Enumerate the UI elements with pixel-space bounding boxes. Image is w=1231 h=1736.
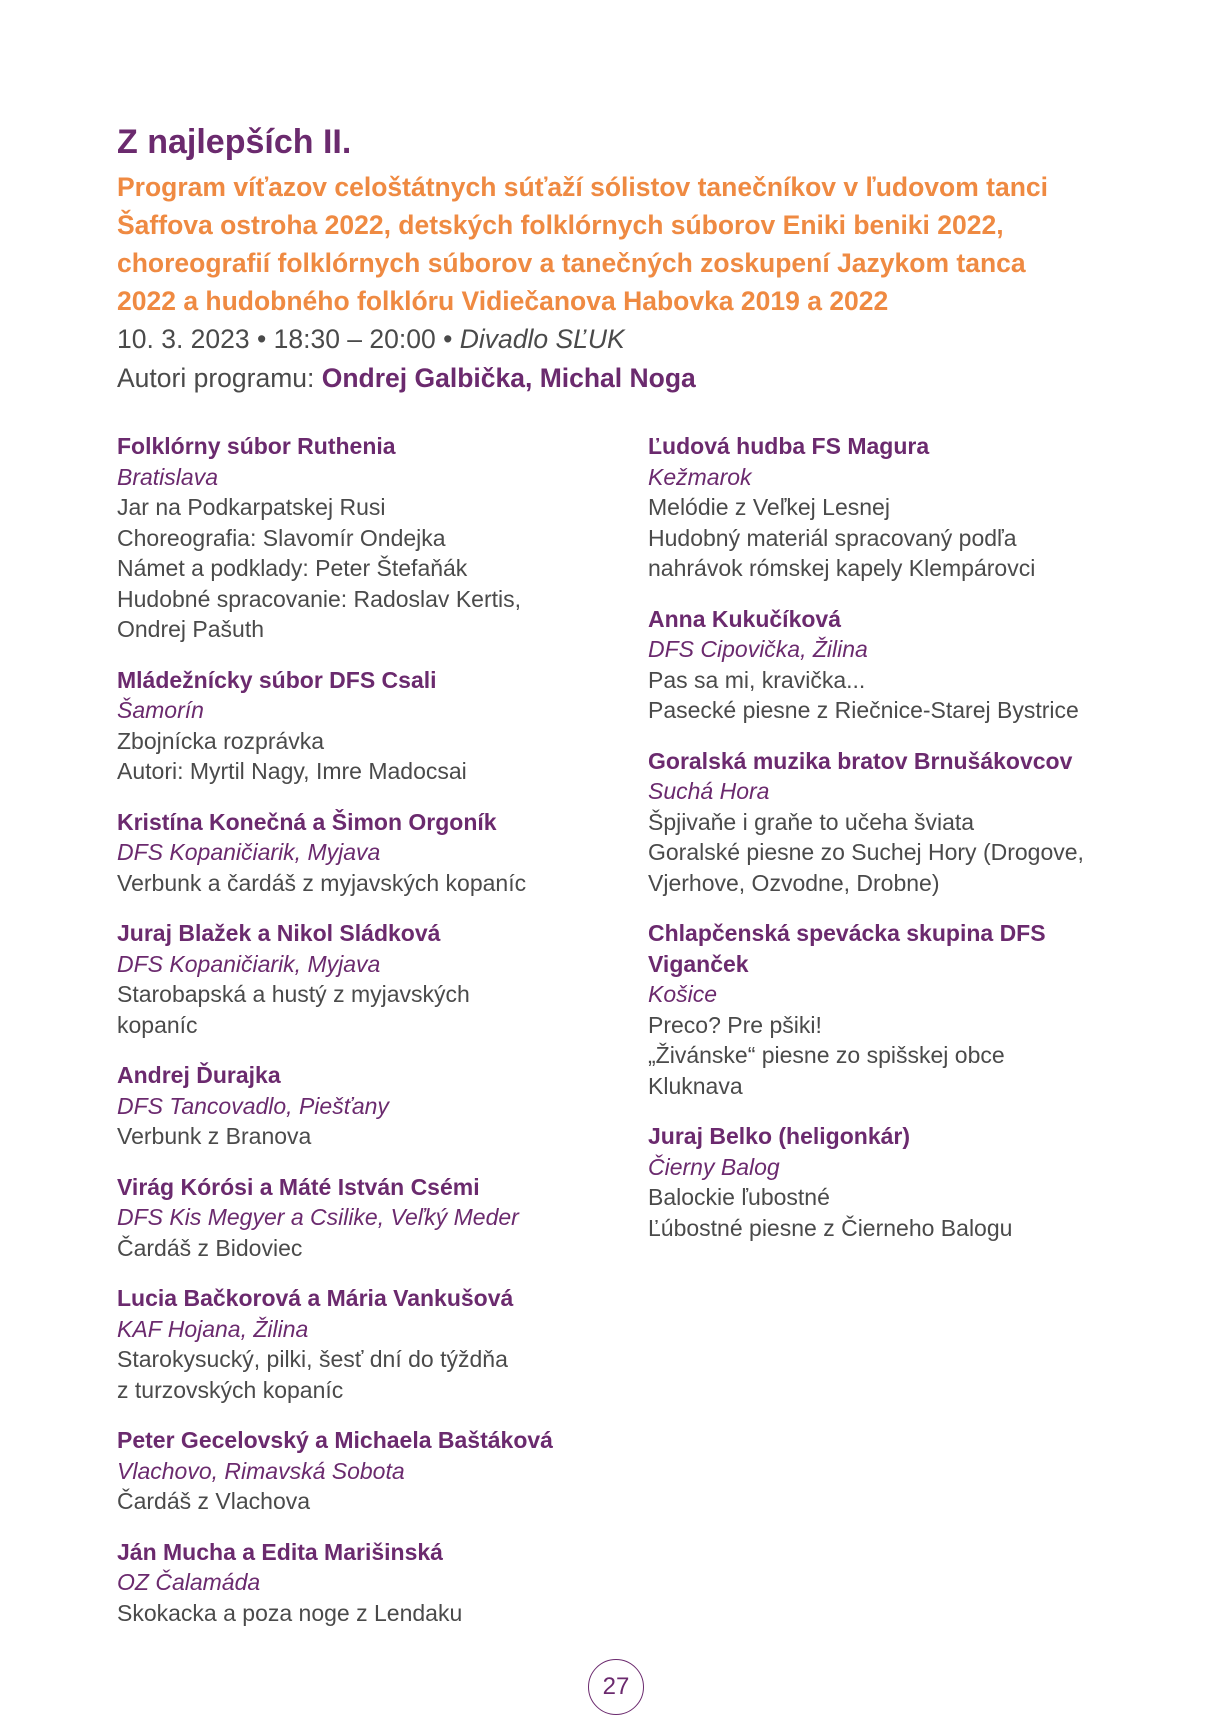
performer-place: Košice bbox=[648, 981, 718, 1007]
program-entry bbox=[648, 604, 1148, 726]
performer-place: Čierny Balog bbox=[648, 1153, 780, 1180]
program-entry bbox=[117, 1537, 637, 1629]
performer-place: Bratislava bbox=[117, 463, 218, 490]
performer-place: Vlachovo, Rimavská Sobota bbox=[117, 1457, 405, 1484]
performance-detail: Pasecké piesne z Riečnice-Starej Bystrice bbox=[648, 697, 1079, 723]
program-entry bbox=[117, 1425, 637, 1517]
performance-detail: Kluknava bbox=[648, 1072, 743, 1099]
program-title: Z najlepších II. bbox=[117, 123, 352, 161]
performance-detail: Ľúbostné piesne z Čierneho Balogu bbox=[648, 1214, 1013, 1241]
performer-name: Juraj Blažek a Nikol Sládková bbox=[117, 920, 441, 946]
performance-detail: Choreografia: Slavomír Ondejka bbox=[117, 524, 446, 551]
program-entry bbox=[648, 746, 1148, 899]
performer-name: Goralská muzika bratov Brnušákovcov bbox=[648, 747, 1073, 774]
performer-name: Virág Kórósi a Máté István Csémi bbox=[117, 1173, 480, 1200]
performer-place: OZ Čalamáda bbox=[117, 1569, 261, 1595]
performer-place: Suchá Hora bbox=[648, 778, 770, 804]
performer-place: DFS Kis Megyer a Csilike, Veľký Meder bbox=[117, 1204, 519, 1230]
performance-detail: z turzovských kopaníc bbox=[117, 1376, 344, 1403]
program-entry bbox=[648, 431, 1148, 584]
performance-detail: Pas sa mi, kravička... bbox=[648, 666, 866, 693]
performer-place: DFS Tancovadlo, Piešťany bbox=[117, 1092, 389, 1119]
performance-detail: Jar na Podkarpatskej Rusi bbox=[117, 494, 386, 520]
performance-detail: Špjivaňe i graňe to učeha šviata bbox=[648, 808, 975, 835]
date-time: 10. 3. 2023 • 18:30 – 20:00 • bbox=[117, 324, 460, 354]
performance-detail: Balockie ľubostné bbox=[648, 1184, 830, 1210]
date-venue-line bbox=[117, 320, 1117, 358]
program-header bbox=[117, 122, 1117, 398]
authors-names: Ondrej Galbička, Michal Noga bbox=[321, 363, 696, 393]
performer-place: DFS Cipovička, Žilina bbox=[648, 636, 868, 662]
performer-name: Ľudová hudba FS Magura bbox=[648, 433, 930, 459]
performance-detail: Starobapská a hustý z myjavských bbox=[117, 981, 470, 1007]
performance-detail: Verbunk a čardáš z myjavských kopaníc bbox=[117, 869, 527, 896]
performer-place: Kežmarok bbox=[648, 463, 752, 490]
performer-name: Mládežnícky súbor DFS Csali bbox=[117, 666, 437, 693]
program-entry bbox=[117, 1172, 637, 1264]
performance-detail: kopaníc bbox=[117, 1011, 198, 1038]
performance-detail: Hudobný materiál spracovaný podľa bbox=[648, 524, 1017, 551]
performance-detail: Skokacka a poza noge z Lendaku bbox=[117, 1599, 463, 1626]
venue: Divadlo SĽUK bbox=[459, 324, 625, 354]
program-entry bbox=[117, 918, 637, 1040]
program-entry bbox=[117, 665, 637, 787]
performer-place: DFS Kopaničiarik, Myjava bbox=[117, 950, 381, 977]
program-entry bbox=[117, 807, 637, 899]
authors-label: Autori programu: bbox=[117, 363, 322, 393]
performance-detail: Čardáš z Bidoviec bbox=[117, 1234, 303, 1261]
performance-detail: Ondrej Pašuth bbox=[117, 616, 265, 642]
performance-detail: Melódie z Veľkej Lesnej bbox=[648, 494, 890, 520]
program-entry bbox=[117, 1060, 637, 1152]
subtitle-line: Šaffova ostroha 2022, detských folklórnych súborov Eniki beniki 2022, bbox=[117, 210, 1004, 240]
authors-line bbox=[117, 358, 1117, 398]
performance-detail: Goralské piesne zo Suchej Hory (Drogove, bbox=[648, 839, 1084, 865]
performer-place: DFS Kopaničiarik, Myjava bbox=[117, 839, 381, 865]
performance-detail: Hudobné spracovanie: Radoslav Kertis, bbox=[117, 585, 522, 612]
performer-name: Ján Mucha a Edita Marišinská bbox=[117, 1538, 443, 1565]
performance-detail: Námet a podklady: Peter Štefaňák bbox=[117, 555, 468, 581]
performer-name: Folklórny súbor Ruthenia bbox=[117, 433, 396, 459]
performance-detail: Autori: Myrtil Nagy, Imre Madocsai bbox=[117, 758, 467, 784]
performer-name: Peter Gecelovský a Michaela Baštáková bbox=[117, 1427, 553, 1453]
subtitle-line: Program víťazov celoštátnych súťaží sólistov tanečníkov v ľudovom tanci bbox=[117, 172, 1048, 202]
program-entry bbox=[117, 431, 637, 645]
performance-detail: „Živánske“ piesne zo spišskej obce bbox=[648, 1042, 1005, 1068]
program-subtitle bbox=[117, 168, 1117, 320]
performer-name: Andrej Ďurajka bbox=[117, 1062, 281, 1088]
program-entry bbox=[648, 1121, 1148, 1243]
performance-detail: Zbojnícka rozprávka bbox=[117, 727, 325, 754]
performer-name: Kristína Konečná a Šimon Orgoník bbox=[117, 808, 497, 835]
performer-name: Juraj Belko (heligonkár) bbox=[648, 1123, 911, 1149]
program-entry bbox=[117, 1283, 637, 1405]
performer-place: Šamorín bbox=[117, 697, 204, 723]
performance-detail: Preco? Pre pšiki! bbox=[648, 1011, 822, 1038]
performance-detail: Čardáš z Vlachova bbox=[117, 1488, 311, 1514]
left-column bbox=[117, 431, 637, 1648]
subtitle-line: 2022 a hudobného folklóru Vidiečanova Habovka 2019 a 2022 bbox=[117, 286, 889, 316]
program-entry bbox=[648, 918, 1148, 1101]
performer-place: KAF Hojana, Žilina bbox=[117, 1315, 309, 1342]
performer-name: Chlapčenská spevácka skupina DFS Viganček bbox=[648, 920, 1046, 977]
right-column bbox=[648, 431, 1148, 1263]
performance-detail: Verbunk z Branova bbox=[117, 1123, 312, 1149]
performance-detail: Vjerhove, Ozvodne, Drobne) bbox=[648, 869, 940, 896]
performer-name: Anna Kukučíková bbox=[648, 605, 841, 632]
performance-detail: nahrávok rómskej kapely Klempárovci bbox=[648, 555, 1036, 581]
subtitle-line: choreografií folklórnych súborov a tanečných zoskupení Jazykom tanca bbox=[117, 248, 1026, 278]
performance-detail: Starokysucký, pilki, šesť dní do týždňa bbox=[117, 1346, 508, 1372]
performer-name: Lucia Bačkorová a Mária Vankušová bbox=[117, 1285, 514, 1311]
page-number: 27 bbox=[588, 1659, 644, 1715]
